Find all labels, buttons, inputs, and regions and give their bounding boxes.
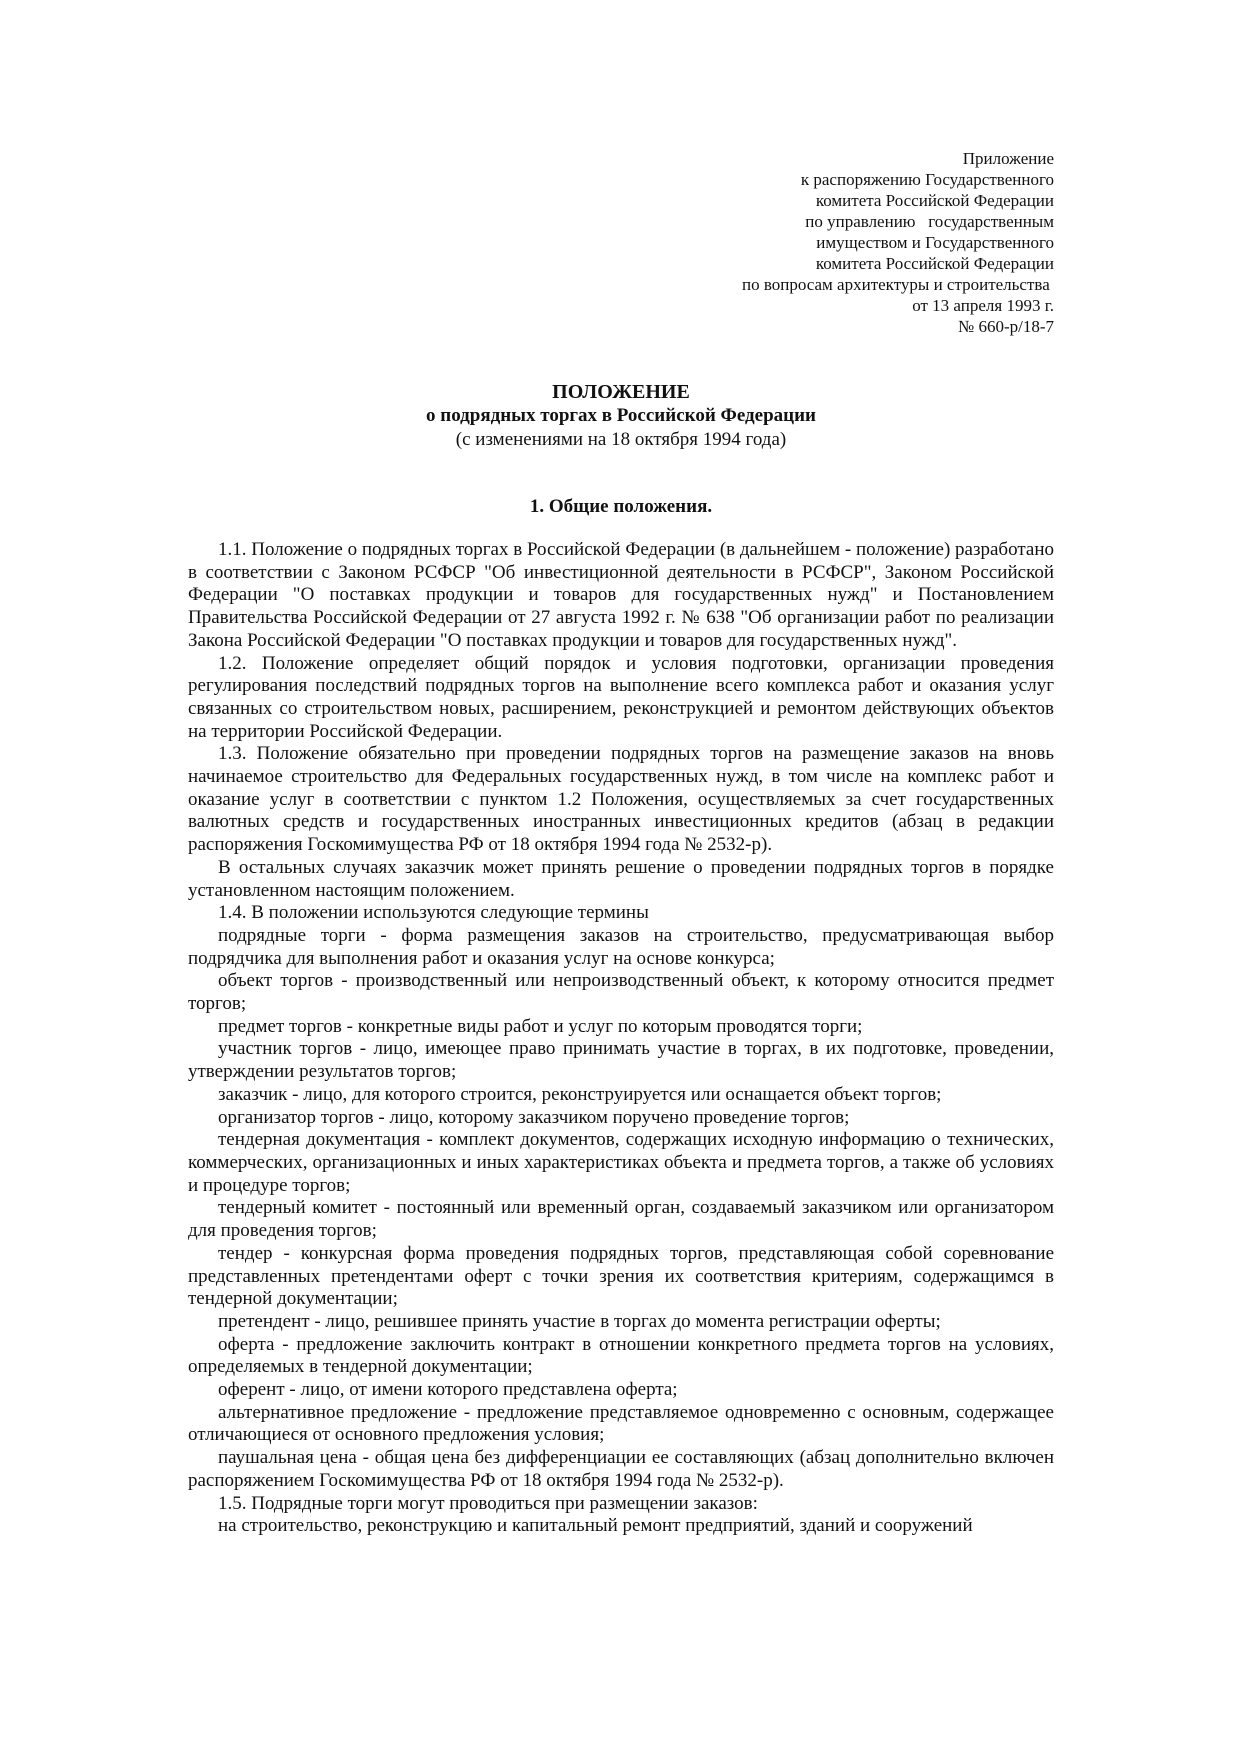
paragraph: 1.5. Подрядные торги могут проводиться при размещении заказов:: [218, 1492, 758, 1514]
paragraph: оферент - лицо, от имени которого представлена оферта;: [218, 1379, 678, 1401]
paragraph: альтернативное предложение - предложение представляемое одновременно с основным, содержащее отличающиеся от основного предложения условия;: [188, 1401, 1054, 1446]
paragraph: 1.3. Положение обязательно при проведении подрядных торгов на размещение заказов на вновь начинаемое строительство для Федеральных государственных нужд, в том числе на комплекс работ и оказание услуг в соответствии с пунктом 1.2 Положения, осуществляемых за счет государственных валютных средств и государственных иностранных инвестиционных кредитов (абзац в редакции распоряжения Госкомимущества РФ от 18 октября 1994 года № 2532-р).: [188, 743, 1054, 856]
appendix-line: комитета Российской Федерации: [815, 191, 1054, 210]
appendix-line: по управлению государственным: [805, 212, 1054, 231]
appendix-block: [188, 148, 1054, 337]
section-heading: 1. Общие положения.: [529, 496, 713, 517]
paragraph: 1.2. Положение определяет общий порядок и условия подготовки, организации проведения регулирования последствий подрядных торгов на выполнение всего комплекса работ и оказания услуг связанных со строительством новых, расширением, реконструкцией и ремонтом действующих объектов на территории Российской Федерации.: [188, 652, 1054, 742]
document-subtitle: о подрядных торгах в Российской Федерации: [426, 405, 816, 426]
appendix-line: Приложение: [962, 149, 1054, 168]
appendix-line: № 660-р/18-7: [957, 317, 1054, 336]
paragraph: В остальных случаях заказчик может принять решение о проведении подрядных торгов в порядке установленном настоящим положением.: [188, 856, 1054, 901]
paragraph: тендер - конкурсная форма проведения подрядных торгов, представляющая собой соревнование представленных претендентами оферт с точки зрения их соответствия критериям, содержащимся в тендерной документации;: [188, 1242, 1054, 1310]
paragraph: организатор торгов - лицо, которому заказчиком поручено проведение торгов;: [218, 1106, 850, 1128]
appendix-line: по вопросам архитектуры и строительства: [741, 275, 1054, 294]
appendix-line: комитета Российской Федерации: [815, 254, 1054, 273]
paragraph: 1.1. Положение о подрядных торгах в Российской Федерации (в дальнейшем - положение) разработано в соответствии с Законом РСФСР "Об инвестиционной деятельности в РСФСР", Законом Российской Федерации "О поставках продукции и товаров для государственных нужд" и Постановлением Правительства Российской Федерации от 27 августа 1992 г. № 638 "Об организации работ по реализации Закона Российской Федерации "О поставках продукции и товаров для государственных нужд".: [188, 539, 1054, 651]
paragraph: тендерный комитет - постоянный или временный орган, создаваемый заказчиком или организатором для проведения торгов;: [188, 1197, 1054, 1242]
paragraph: заказчик - лицо, для которого строится, реконструируется или оснащается объект торгов;: [218, 1083, 942, 1105]
paragraph: 1.4. В положении используются следующие термины: [218, 902, 649, 924]
paragraph: участник торгов - лицо, имеющее право принимать участие в торгах, в их подготовке, проведении, утверждении результатов торгов;: [188, 1038, 1054, 1083]
document-amendment-note: (с изменениями на 18 октября 1994 года): [455, 429, 787, 450]
paragraph: на строительство, реконструкцию и капитальный ремонт предприятий, зданий и сооружений: [218, 1515, 973, 1537]
document-title-block: [188, 380, 1054, 452]
appendix-line: имуществом и Государственного: [816, 233, 1054, 252]
paragraph: паушальная цена - общая цена без дифференциации ее составляющих (абзац дополнительно включен распоряжением Госкомимущества РФ от 18 октября 1994 года № 2532-р).: [188, 1447, 1054, 1491]
document-page: [188, 148, 1054, 1538]
paragraph: претендент - лицо, решившее принять участие в торгах до момента регистрации оферты;: [218, 1310, 941, 1332]
paragraph: предмет торгов - конкретные виды работ и услуг по которым проводятся торги;: [218, 1015, 863, 1037]
document-title: ПОЛОЖЕНИЕ: [552, 381, 690, 403]
paragraph: подрядные торги - форма размещения заказов на строительство, предусматривающая выбор подрядчика для выполнения работ и оказания услуг на основе конкурса;: [188, 924, 1054, 969]
section-body: [188, 539, 1054, 1538]
appendix-line: к распоряжению Государственного: [800, 170, 1054, 189]
paragraph: оферта - предложение заключить контракт в отношении конкретного предмета торгов на условиях, определяемых в тендерной документации;: [188, 1333, 1054, 1378]
paragraph: объект торгов - производственный или непроизводственный объект, к которому относится предмет торгов;: [188, 970, 1054, 1015]
appendix-line: от 13 апреля 1993 г.: [912, 296, 1054, 315]
paragraph: тендерная документация - комплект документов, содержащих исходную информацию о технических, коммерческих, организационных и иных характеристиках объекта и предмета торгов, а также об условиях и процедуре торгов;: [188, 1129, 1054, 1196]
